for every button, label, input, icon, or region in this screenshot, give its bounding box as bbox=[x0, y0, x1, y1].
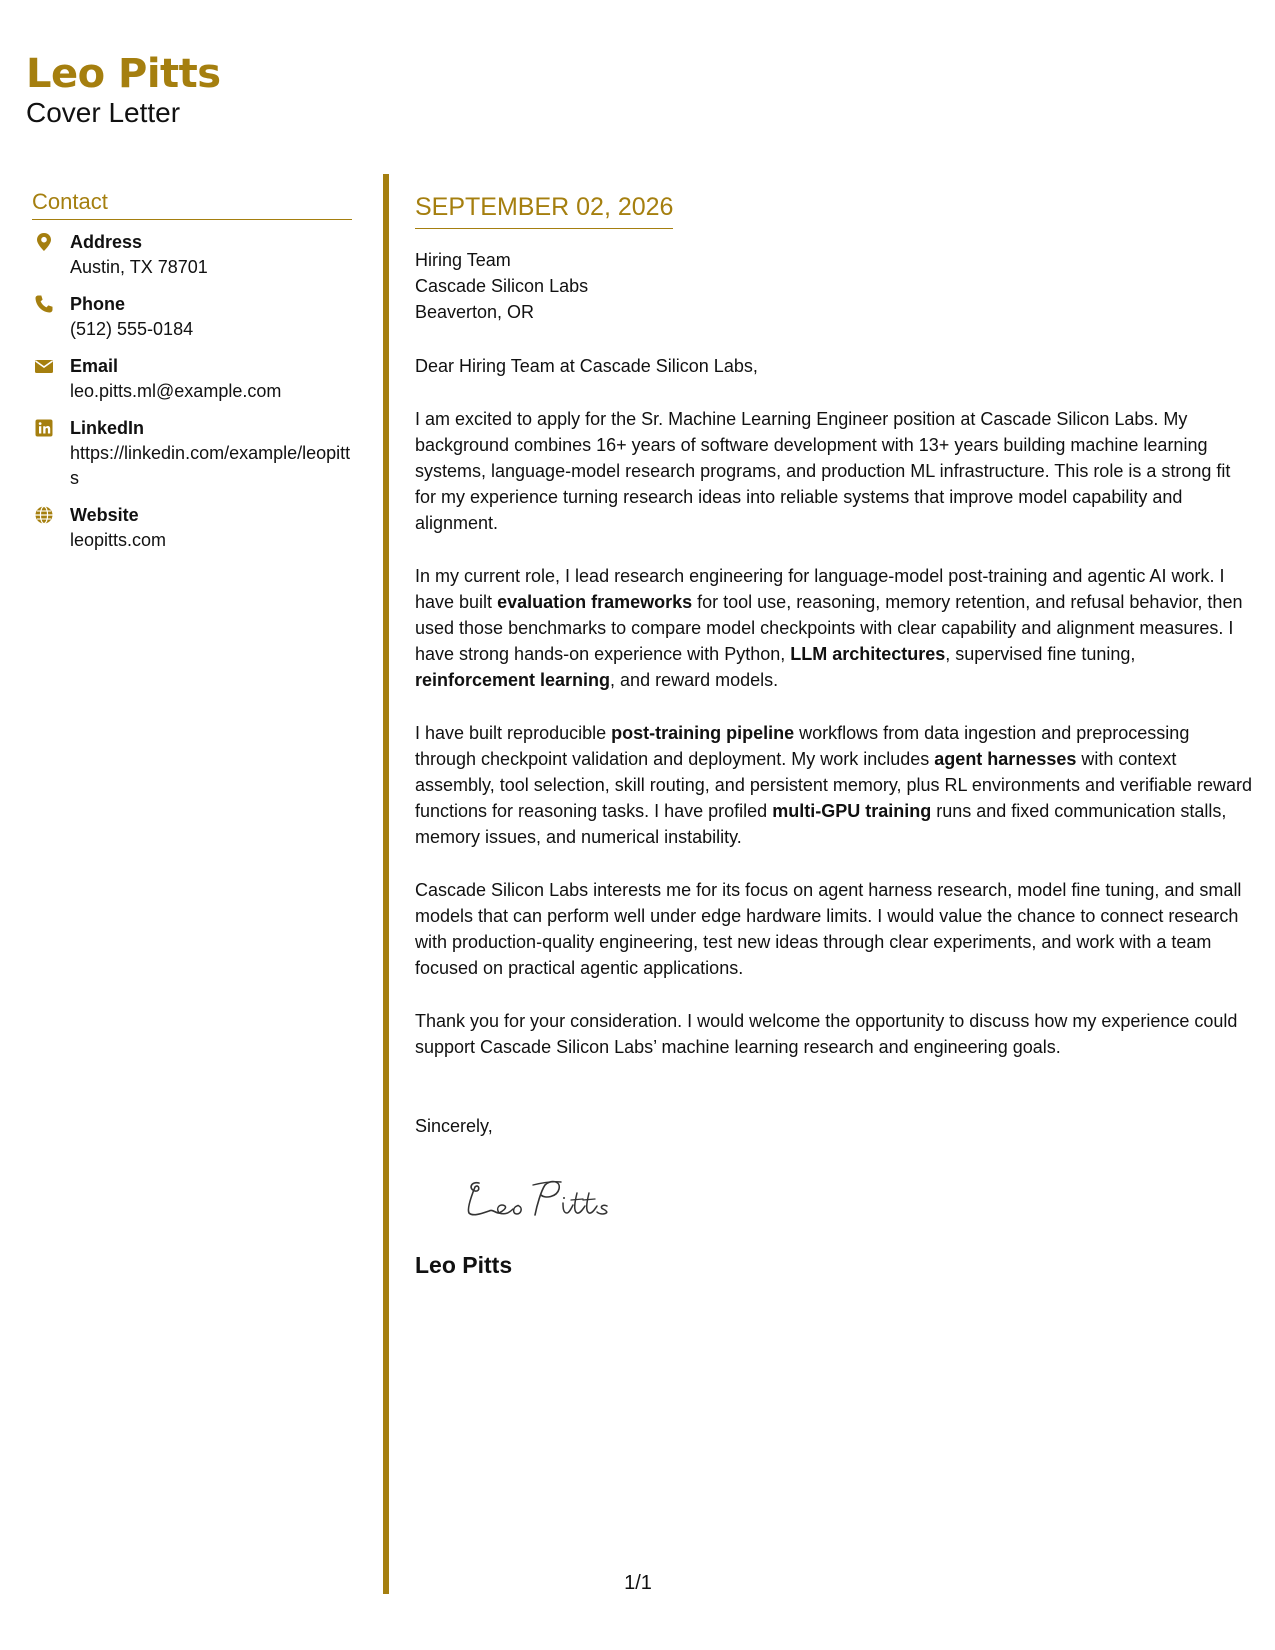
handwritten-signature bbox=[465, 1173, 635, 1223]
paragraph-text: for tool use, reasoning, memory retention, and refusal behavior, then used those benchmarks to compare model checkpoints with clear capability and alignment measures. I have strong hands-on experience with Python, bbox=[415, 592, 1243, 664]
linkedin-icon bbox=[34, 418, 54, 438]
paragraph-text: I have built reproducible bbox=[415, 723, 612, 743]
highlighted-skill: agent harnesses bbox=[934, 749, 1077, 769]
paragraph-text: In my current role, I lead research engineering for language-model post-training and agentic AI work. I have built bbox=[415, 566, 1225, 612]
contact-label: Address bbox=[70, 232, 143, 252]
contact-value: (512) 555-0184 bbox=[70, 319, 194, 339]
contact-label: Website bbox=[70, 505, 139, 525]
contact-label: Phone bbox=[70, 294, 126, 314]
body-paragraph bbox=[415, 720, 1253, 850]
envelope-icon bbox=[34, 356, 54, 376]
contact-sidebar bbox=[32, 188, 352, 565]
contact-address bbox=[32, 230, 352, 280]
recipient-line: Cascade Silicon Labs bbox=[415, 276, 589, 296]
contact-list bbox=[32, 230, 352, 553]
paragraph-text: Thank you for your consideration. I would welcome the opportunity to discuss how my experience could support Cascade Silicon Labs’ machine learning research and engineering goals. bbox=[415, 1011, 1238, 1057]
salutation: Dear Hiring Team at Cascade Silicon Labs, bbox=[415, 356, 758, 376]
contact-value: leopitts.com bbox=[70, 530, 167, 550]
recipient-line: Beaverton, OR bbox=[415, 302, 535, 322]
recipient-line: Hiring Team bbox=[415, 250, 511, 270]
contact-value: https://linkedin.com/example/leopitts bbox=[70, 443, 351, 488]
globe-icon bbox=[34, 505, 54, 525]
body-paragraph bbox=[415, 877, 1253, 981]
contact-heading: Contact bbox=[32, 188, 352, 220]
highlighted-skill: evaluation frameworks bbox=[497, 592, 693, 612]
applicant-name: Leo Pitts bbox=[26, 51, 221, 97]
page-number: 1/1 bbox=[624, 1572, 652, 1594]
vertical-divider bbox=[383, 174, 389, 1594]
paragraph-text: Cascade Silicon Labs interests me for its focus on agent harness research, model fine tuning, and small models that can perform well under edge hardware limits. I would value the chance to connect research with production-quality engineering, test new ideas through clear experiments, and work with a team focused on practical agentic applications. bbox=[415, 880, 1242, 978]
letter-body bbox=[415, 190, 1253, 1280]
contact-label: Email bbox=[70, 356, 119, 376]
contact-linkedin bbox=[32, 416, 352, 491]
contact-phone bbox=[32, 292, 352, 342]
contact-value: Austin, TX 78701 bbox=[70, 257, 208, 277]
highlighted-skill: post-training pipeline bbox=[611, 723, 795, 743]
contact-label: LinkedIn bbox=[70, 418, 145, 438]
body-paragraph bbox=[415, 406, 1253, 536]
highlighted-skill: reinforcement learning bbox=[415, 670, 611, 690]
recipient-block bbox=[415, 247, 1253, 325]
paragraph-text: workflows from data ingestion and preprocessing through checkpoint validation and deployment. My work includes bbox=[415, 723, 1190, 769]
body-paragraph bbox=[415, 563, 1253, 693]
highlighted-skill: LLM architectures bbox=[790, 644, 946, 664]
document-subtitle: Cover Letter bbox=[26, 97, 181, 128]
contact-email bbox=[32, 354, 352, 404]
paragraph-text: I am excited to apply for the Sr. Machine Learning Engineer position at Cascade Silicon Labs. My background combines 16+ years of software development with 13+ years building machine learning systems, language-model research programs, and production ML infrastructure. This role is a strong fit for my experience turning research ideas into reliable systems that improve model capability and alignment. bbox=[415, 409, 1231, 533]
highlighted-skill: multi-GPU training bbox=[772, 801, 932, 821]
signer-name: Leo Pitts bbox=[415, 1252, 513, 1278]
phone-icon bbox=[34, 294, 54, 314]
paragraph-text: with context assembly, tool selection, skill routing, and persistent memory, plus RL environments and verifiable reward functions for reasoning tasks. I have profiled bbox=[415, 749, 1253, 821]
letter-header bbox=[26, 50, 221, 130]
letter-date: SEPTEMBER 02, 2026 bbox=[415, 190, 673, 229]
map-pin-icon bbox=[34, 232, 54, 252]
contact-value: leo.pitts.ml@example.com bbox=[70, 381, 282, 401]
paragraph-text: runs and fixed communication stalls, memory issues, and numerical instability. bbox=[415, 801, 1227, 847]
paragraph-text: , and reward models. bbox=[610, 670, 779, 690]
body-paragraph bbox=[415, 1008, 1253, 1060]
contact-website bbox=[32, 503, 352, 553]
paragraph-text: , supervised fine tuning, bbox=[945, 644, 1136, 664]
closing-line: Sincerely, bbox=[415, 1116, 493, 1136]
